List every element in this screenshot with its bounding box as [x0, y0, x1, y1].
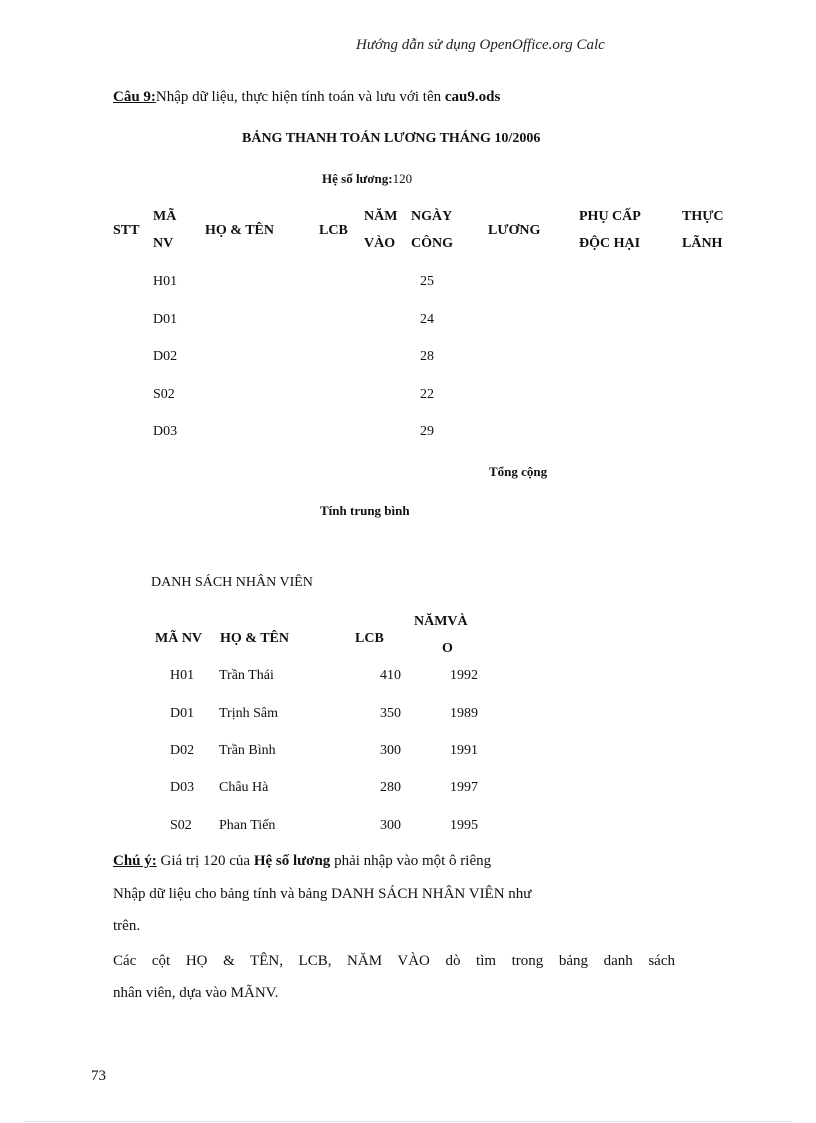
- note-line-1-a: Giá trị 120 của: [156, 853, 254, 869]
- note-line-1-c: phải nhập vào một ô riêng: [330, 853, 492, 869]
- table2-row-3-ma-nv: D02: [170, 743, 195, 758]
- running-header: Hướng dẫn sử dụng OpenOffice.org Calc: [356, 37, 605, 53]
- table2-row-3-ho-ten: Trần Bình: [219, 743, 276, 758]
- table1-row-5-ngay-cong: 29: [420, 424, 434, 439]
- table2-header-nam-vao-2: O: [442, 641, 453, 656]
- table2-row-1-ma-nv: H01: [170, 668, 195, 683]
- page-bottom-rule: [25, 1121, 791, 1122]
- question-label: Câu 9:: [113, 89, 156, 105]
- coefficient-line: [322, 171, 412, 187]
- table2-row-1-lcb: 410: [380, 668, 401, 683]
- table2-row-2-ma-nv: D01: [170, 706, 195, 721]
- header-phu-cap-2: ĐỘC HẠI: [579, 236, 641, 251]
- table2-row-5-nam-vao: 1995: [450, 818, 478, 833]
- header-luong: LƯƠNG: [488, 223, 541, 238]
- table2-row-2-nam-vao: 1989: [450, 706, 478, 721]
- table1-row-3-ngay-cong: 28: [420, 349, 434, 364]
- table2-header-nam-vao-1: NĂMVÀ: [414, 614, 468, 629]
- note-line-2: Nhập dữ liệu cho bảng tính và bảng DANH SÁCH NHÂN VIÊN như: [113, 886, 532, 902]
- note-line-3: trên.: [113, 918, 141, 934]
- header-nam-vao-2: VÀO: [364, 236, 396, 251]
- table2-row-2-ho-ten: Trịnh Sâm: [219, 706, 279, 721]
- note-line-4: Các cột HỌ & TÊN, LCB, NĂM VÀO dò tìm trong bảng danh sách: [113, 953, 675, 969]
- header-ho-ten: HỌ & TÊN: [205, 223, 274, 238]
- table2-row-1-nam-vao: 1992: [450, 668, 478, 683]
- question-line: [113, 89, 500, 106]
- question-text: Nhập dữ liệu, thực hiện tính toán và lưu với tên: [155, 89, 445, 105]
- table2-title: DANH SÁCH NHÂN VIÊN: [151, 575, 313, 590]
- header-ngay-cong-1: NGÀY: [411, 209, 453, 224]
- coefficient-value: 120: [392, 171, 413, 186]
- table2-header-ho-ten: HỌ & TÊN: [220, 631, 289, 646]
- table2-row-4-ma-nv: D03: [170, 780, 195, 795]
- note-line-5: nhân viên, dựa vào MÃNV.: [113, 985, 279, 1001]
- header-nam-vao-1: NĂM: [364, 209, 398, 224]
- table2-row-4-lcb: 280: [380, 780, 401, 795]
- note-line-1-b: Hệ số lương: [253, 853, 331, 869]
- note-line-1: [113, 853, 491, 870]
- table1-row-5-ma-nv: D03: [153, 424, 178, 439]
- header-stt: STT: [113, 223, 140, 238]
- header-ma-nv-2: NV: [153, 236, 174, 251]
- table2-row-5-ho-ten: Phan Tiến: [219, 818, 276, 833]
- table1-row-2-ma-nv: D01: [153, 312, 178, 327]
- table1-row-1-ngay-cong: 25: [420, 274, 434, 289]
- table2-header-lcb: LCB: [355, 631, 384, 646]
- average-label: Tính trung bình: [320, 503, 410, 518]
- table2-row-3-nam-vao: 1991: [450, 743, 478, 758]
- table2-row-4-ho-ten: Châu Hà: [219, 780, 269, 795]
- table1-row-4-ma-nv: S02: [153, 387, 175, 402]
- table1-row-3-ma-nv: D02: [153, 349, 178, 364]
- coefficient-label: Hệ số lương:: [322, 171, 393, 186]
- table2-row-3-lcb: 300: [380, 743, 401, 758]
- table1-row-1-ma-nv: H01: [153, 274, 178, 289]
- question-filename: cau9.ods: [444, 89, 501, 105]
- table2-row-5-ma-nv: S02: [170, 818, 192, 833]
- table1-title: BẢNG THANH TOÁN LƯƠNG THÁNG 10/2006: [242, 131, 541, 146]
- note-label: Chú ý:: [113, 853, 157, 869]
- header-lcb: LCB: [319, 223, 348, 238]
- total-label: Tổng cộng: [489, 464, 548, 479]
- header-thuc-lanh-1: THỰC: [682, 209, 724, 224]
- table2-row-4-nam-vao: 1997: [450, 780, 478, 795]
- table2-row-5-lcb: 300: [380, 818, 401, 833]
- header-phu-cap-1: PHỤ CẤP: [579, 209, 641, 224]
- header-thuc-lanh-2: LÃNH: [682, 236, 723, 251]
- table1-row-4-ngay-cong: 22: [420, 387, 434, 402]
- page-number: 73: [91, 1068, 106, 1084]
- table2-row-1-ho-ten: Trần Thái: [219, 668, 274, 683]
- header-ngay-cong-2: CÔNG: [411, 236, 453, 251]
- table2-header-ma-nv: MÃ NV: [155, 631, 203, 646]
- table2-row-2-lcb: 350: [380, 706, 401, 721]
- table1-row-2-ngay-cong: 24: [420, 312, 434, 327]
- header-ma-nv-1: MÃ: [153, 209, 177, 224]
